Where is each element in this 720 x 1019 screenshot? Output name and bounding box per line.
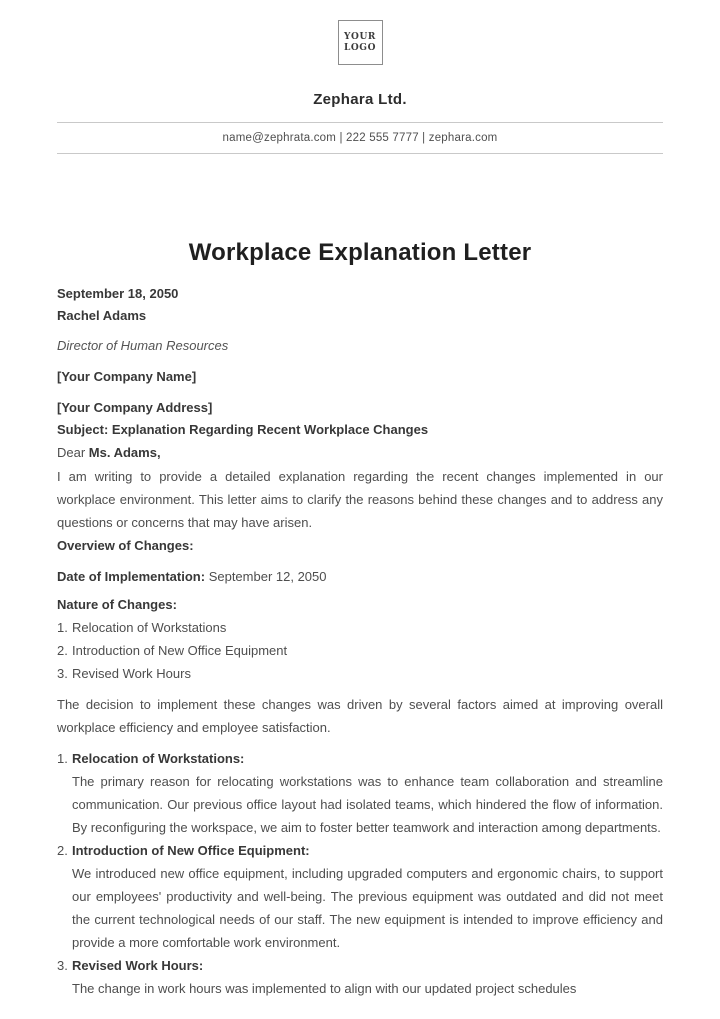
salutation-prefix: Dear [57,445,86,460]
implementation-label: Date of Implementation: [57,569,206,584]
detail-number: 2. [57,843,68,858]
decision-paragraph: The decision to implement these changes was driven by several factors aimed at improving overall workplace efficiency and employee satisfaction. [57,697,663,735]
detail-paragraph: The primary reason for relocating workstations was to enhance team collaboration and streamline communication. Our previous office layout had isolated teams, which hindered the flow of information. By reconfiguring the workspace, we aim to foster better teamwork and interaction among departments. [72,774,663,835]
detail-paragraph: The change in work hours was implemented to align with our updated project schedules [72,981,577,996]
letter-body [0,238,720,1000]
detail-number: 1. [57,751,68,766]
recipient-title: Director of Human Resources [57,338,229,353]
company-address-placeholder: [Your Company Address] [57,400,213,415]
overview-heading: Overview of Changes: [57,538,194,553]
detail-heading: Introduction of New Office Equipment: [72,843,310,858]
subject-line: Subject: Explanation Regarding Recent Workplace Changes [57,422,429,437]
list-item-number: 3. [57,666,68,681]
implementation-line [57,566,663,588]
recipient-name: Rachel Adams [57,308,147,323]
detail-paragraph: We introduced new office equipment, including upgraded computers and ergonomic chairs, to support our employees' productivity and well-being. The previous equipment was outdated and did not meet the current technological needs of our staff. The new equipment is intended to improve efficiency and provide a more comfortable work environment. [72,866,663,950]
letterhead [0,20,720,154]
detail-item [57,954,663,1000]
detail-heading: Revised Work Hours: [72,958,204,973]
intro-paragraph: I am writing to provide a detailed explanation regarding the recent changes implemented in our workplace environment. This letter aims to clarify the reasons behind these changes and to address any questions or concerns that may have arisen. [57,469,663,530]
logo-placeholder [338,20,383,65]
list-item-text: Relocation of Workstations [72,620,227,635]
list-item [57,639,663,662]
company-name-placeholder: [Your Company Name] [57,369,197,384]
detail-body [72,954,663,1000]
salutation-name: Ms. Adams, [85,445,161,460]
salutation [57,442,663,464]
detail-heading: Relocation of Workstations: [72,751,245,766]
detail-item [57,839,663,954]
detail-item [57,747,663,839]
details-list [57,747,663,1000]
contact-info: name@zephrata.com | 222 555 7777 | zephara.com [222,132,498,144]
nature-heading: Nature of Changes: [57,597,177,612]
letter-title: Workplace Explanation Letter [188,239,532,266]
list-item-text: Revised Work Hours [72,666,191,681]
list-item [57,662,663,685]
detail-number: 3. [57,958,68,973]
detail-body [72,839,663,954]
logo-text-line2: LOGO [343,42,377,53]
list-item-number: 2. [57,643,68,658]
detail-body [72,747,663,839]
list-item [57,616,663,639]
implementation-value: September 12, 2050 [205,569,327,584]
logo-text-line1: YOUR [344,31,376,42]
company-name: Zephara Ltd. [313,91,407,108]
list-item-text: Introduction of New Office Equipment [72,643,288,658]
nature-list [57,616,663,685]
header-divider-bottom [57,153,663,154]
letter-date: September 18, 2050 [57,286,179,301]
list-item-number: 1. [57,620,68,635]
